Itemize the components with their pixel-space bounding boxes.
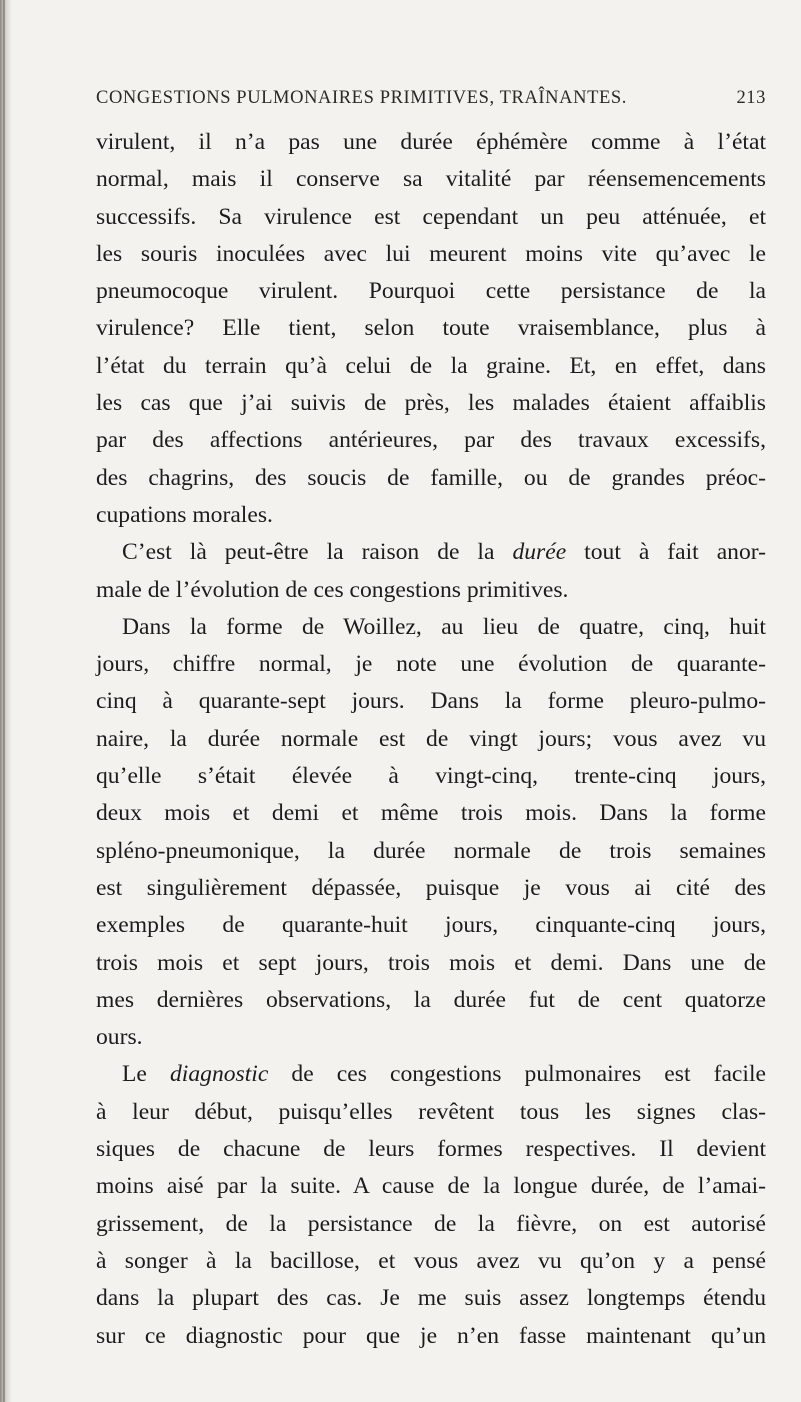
text-line: deux mois et demi et même trois mois. Dans la forme [96, 800, 766, 827]
text-line: naire, la durée normale est de vingt jours; vous avez vu [96, 725, 766, 752]
text-line: les cas que j’ai suivis de près, les malades étaient affaiblis [96, 390, 766, 417]
emphasis-diagnostic: diagnostic [170, 1061, 269, 1088]
text-line: à leur début, puisqu’elles revêtent tous les signes clas- [96, 1098, 766, 1125]
text-line: siques de chacune de leurs formes respectives. Il devient [96, 1136, 766, 1163]
text-line: à songer à la bacillose, et vous avez vu qu’on y a pensé [96, 1247, 766, 1274]
text-segment: C’est là peut-être la raison de la [122, 539, 495, 566]
text-line: Dans la forme de Woillez, au lieu de quatre, cinq, huit [122, 613, 766, 640]
page-binding-line [3, 0, 5, 1402]
text-line: dans la plupart des cas. Je me suis assez longtemps étendu [96, 1285, 766, 1312]
text-line: virulent, il n’a pas une durée éphémère comme à l’état [96, 129, 766, 155]
text-line: mes dernières observations, la durée fut de cent quatorze [96, 986, 766, 1013]
running-header [96, 88, 766, 109]
emphasis-duree: durée [512, 539, 567, 566]
text-line: jours, chiffre normal, je note une évolution de quarante- [96, 651, 766, 678]
text-line [96, 1056, 766, 1093]
text-line: normal, mais il conserve sa vitalité par réensemencements [96, 166, 766, 193]
text-line: est singulièrement dépassée, puisque je vous ai cité des [96, 874, 766, 901]
text-line: moins aisé par la suite. A cause de la longue durée, de l’amai- [96, 1173, 766, 1200]
text-line: des chagrins, des soucis de famille, ou de grandes préoc- [96, 464, 766, 491]
body-text [96, 124, 766, 1355]
text-line: exemples de quarante-huit jours, cinquante-cinq jours, [96, 912, 766, 939]
text-line: l’état du terrain qu’à celui de la graine. Et, en effet, dans [96, 352, 766, 379]
text-line: successifs. Sa virulence est cependant un peu atténuée, et [96, 203, 766, 230]
running-title: CONGESTIONS PULMONAIRES PRIMITIVES, TRAÎNANTES. [96, 88, 627, 108]
text-line: par des affections antérieures, par des travaux excessifs, [96, 427, 766, 454]
text-line: trois mois et sept jours, trois mois et demi. Dans une de [96, 949, 766, 976]
book-page [96, 88, 766, 1355]
text-line: male de l’évolution de ces congestions primitives. [96, 576, 569, 603]
text-line: cupations morales. [96, 501, 273, 528]
page-number: 213 [736, 88, 766, 108]
text-segment: tout à fait anor- [584, 539, 767, 566]
text-line: ours. [96, 1024, 143, 1051]
text-segment: de ces congestions pulmonaires est facile [291, 1061, 766, 1088]
text-line: pneumocoque virulent. Pourquoi cette persistance de la [96, 278, 766, 305]
text-line: cinq à quarante-sept jours. Dans la forme pleuro-pulmo- [96, 688, 766, 715]
text-line: grissement, de la persistance de la fièvre, on est autorisé [96, 1210, 766, 1237]
text-line: virulence? Elle tient, selon toute vraisemblance, plus à [96, 315, 766, 342]
text-line: sur ce diagnostic pour que je n’en fasse maintenant qu’un [96, 1322, 766, 1349]
text-line: qu’elle s’était élevée à vingt-cinq, trente-cinq jours, [96, 763, 766, 790]
text-line [96, 534, 766, 571]
page-binding-shadow [0, 0, 12, 1402]
text-segment: Le [122, 1061, 147, 1088]
text-line: les souris inoculées avec lui meurent moins vite qu’avec le [96, 240, 766, 267]
text-line: spléno-pneumonique, la durée normale de trois semaines [96, 837, 766, 864]
